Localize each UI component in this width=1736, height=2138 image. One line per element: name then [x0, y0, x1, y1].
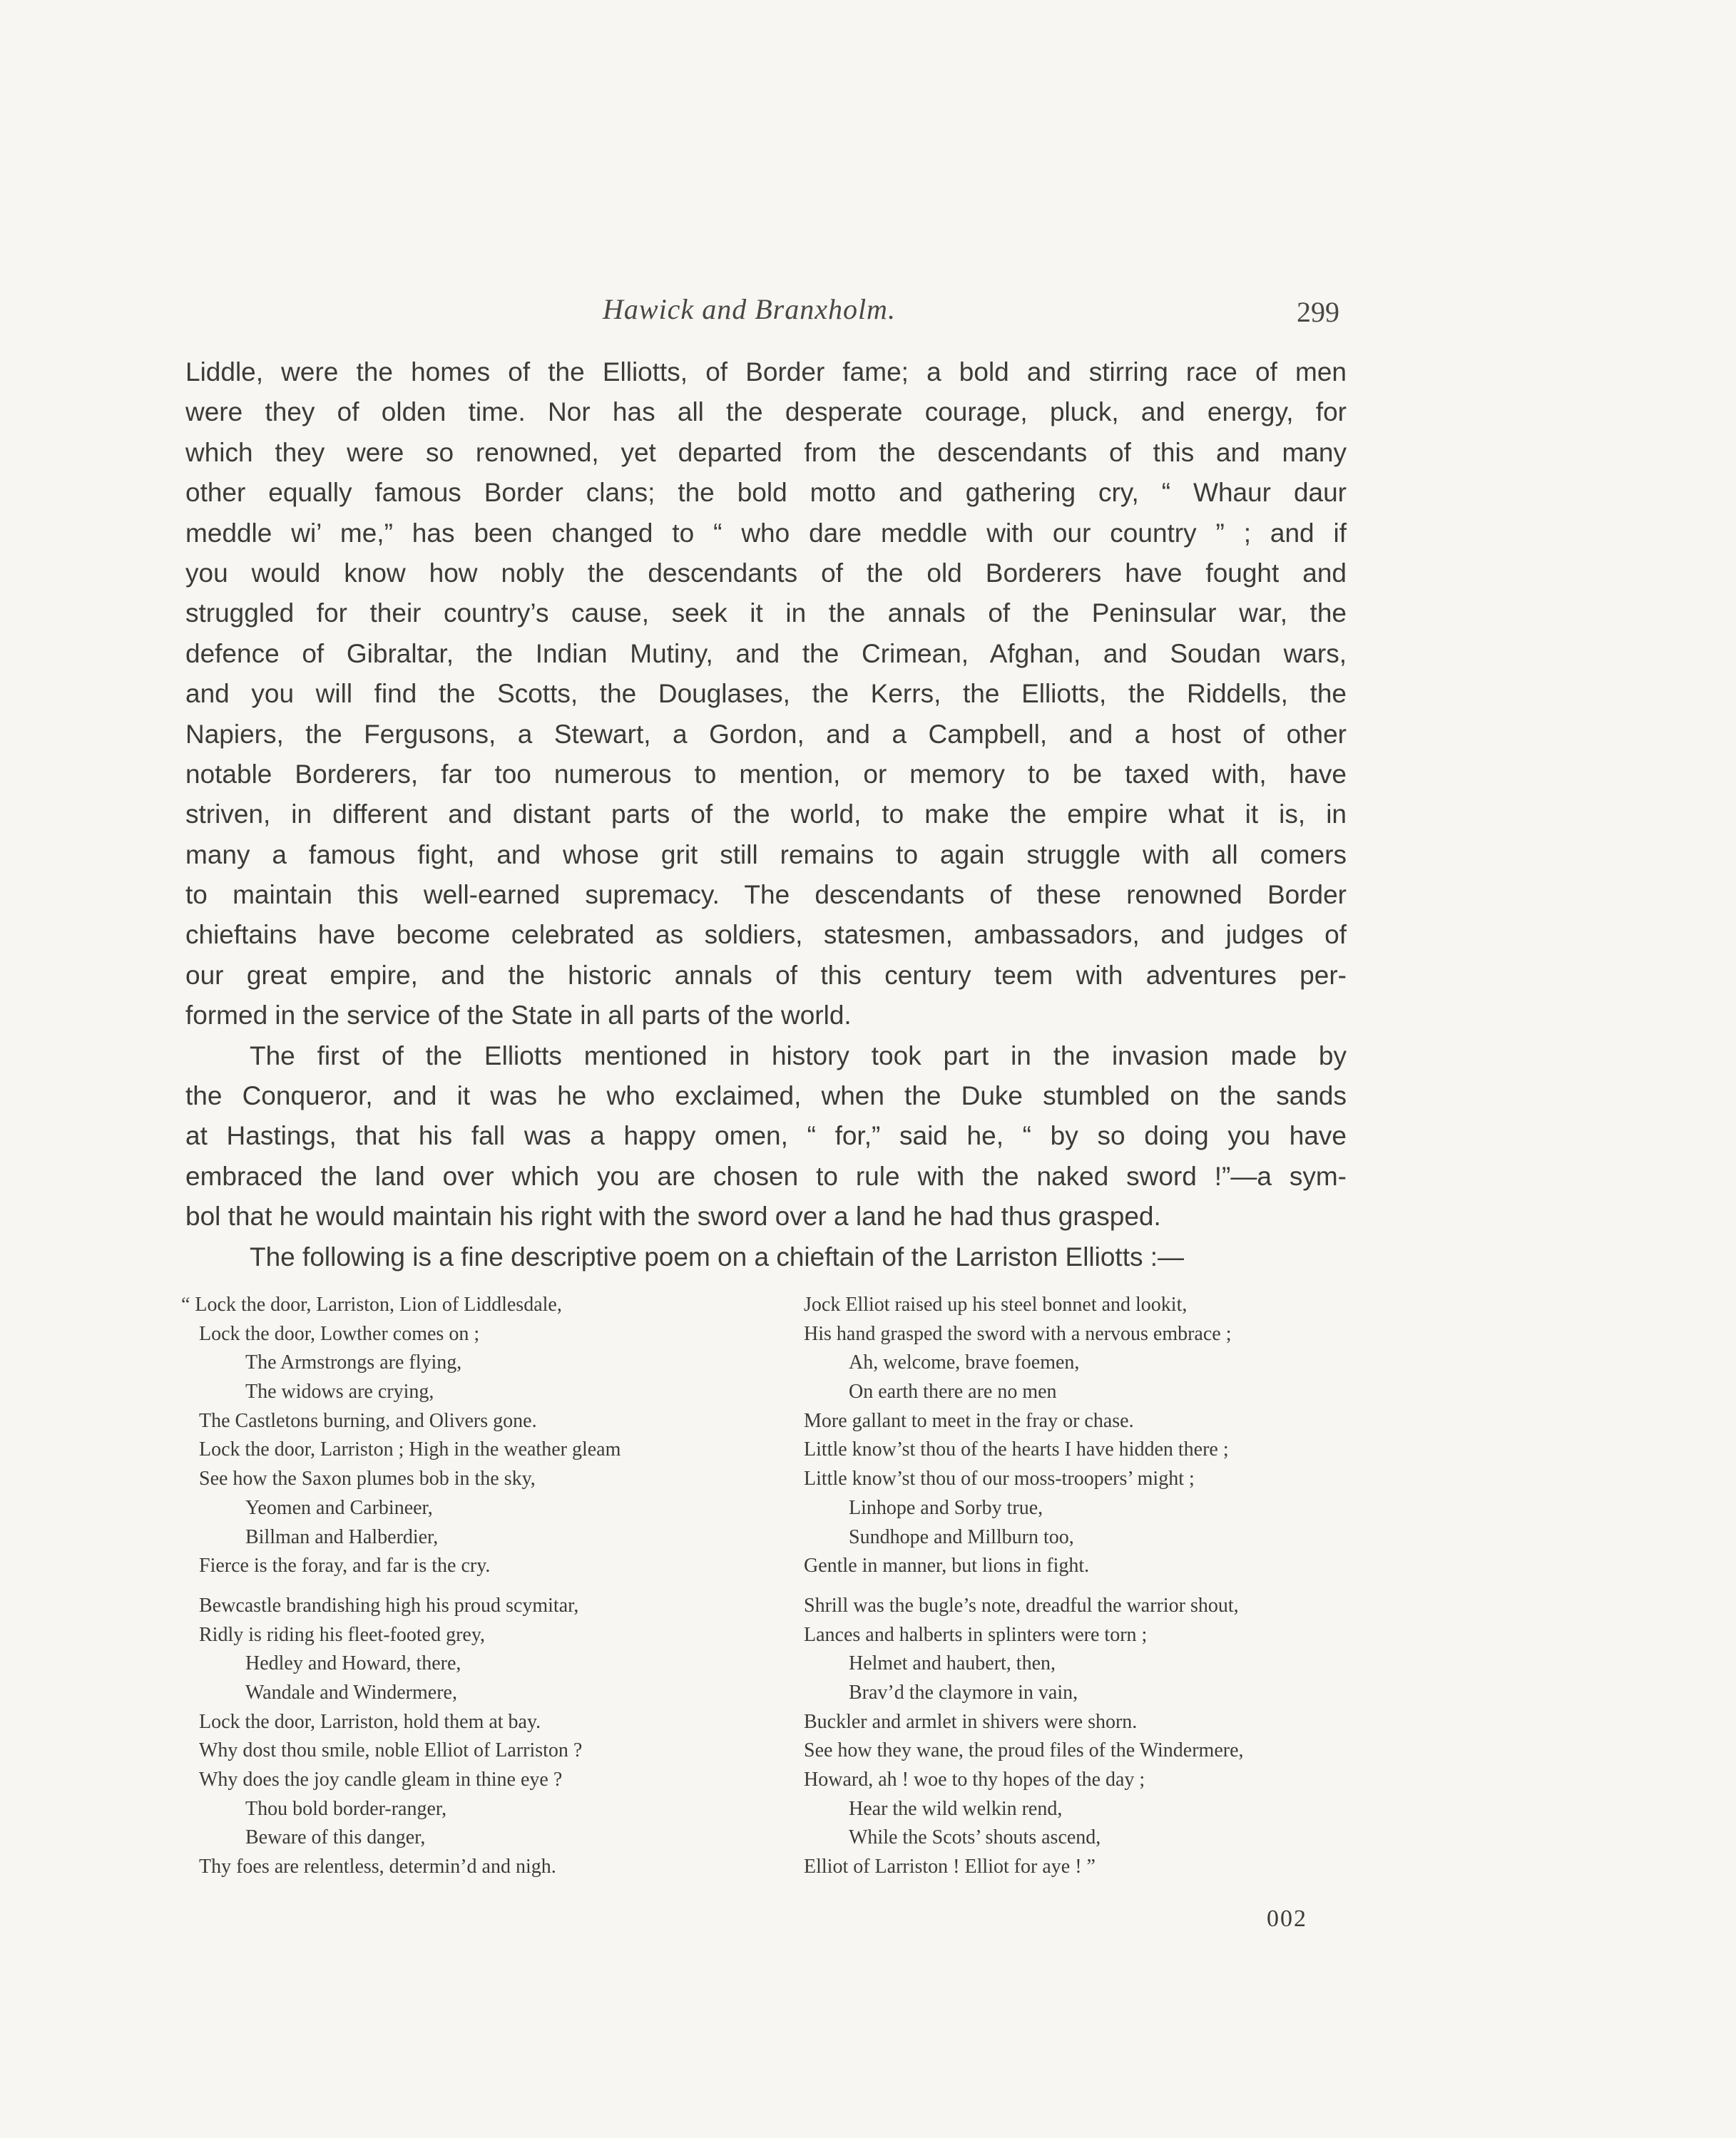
poem-line: More gallant to meet in the fray or chase.: [804, 1409, 1134, 1432]
text-line: to maintain this well-earned supremacy. The descendants of these renowned Border: [185, 880, 1347, 910]
poem-line: Beware of this danger,: [245, 1826, 426, 1849]
poem-line: The widows are crying,: [245, 1381, 434, 1403]
text-line: were they of olden time. Nor has all the desperate courage, pluck, and energy, for: [185, 397, 1347, 427]
text-line: The following is a fine descriptive poem on a chieftain of the Larriston Elliotts :—: [250, 1242, 1185, 1272]
poem-column-left: [181, 1291, 766, 1882]
poem-line: Helmet and haubert, then,: [849, 1652, 1056, 1675]
poem-line: Why dost thou smile, noble Elliot of Larriston ?: [199, 1739, 583, 1762]
poem-line: Linhope and Sorby true,: [849, 1496, 1043, 1519]
poem-column-right: [804, 1291, 1374, 1882]
poem-line: “ Lock the door, Larriston, Lion of Liddlesdale,: [181, 1294, 562, 1316]
poem-line: Yeomen and Carbineer,: [245, 1496, 433, 1519]
text-line: struggled for their country’s cause, seek it in the annals of the Peninsular war, the: [185, 598, 1347, 628]
text-line: the Conqueror, and it was he who exclaimed, when the Duke stumbled on the sands: [185, 1081, 1347, 1111]
text-line: notable Borderers, far too numerous to mention, or memory to be taxed with, have: [185, 759, 1347, 789]
poem-line: Gentle in manner, but lions in fight.: [804, 1555, 1090, 1577]
poem-line: Lock the door, Larriston ; High in the weather gleam: [199, 1438, 621, 1461]
text-line: Napiers, the Fergusons, a Stewart, a Gordon, and a Campbell, and a host of other: [185, 719, 1347, 749]
poem-line: Hedley and Howard, there,: [245, 1652, 461, 1675]
poem-line: Shrill was the bugle’s note, dreadful the warrior shout,: [804, 1594, 1239, 1617]
poem-line: Ah, welcome, brave foemen,: [849, 1351, 1080, 1374]
poem-line: Howard, ah ! woe to thy hopes of the day ;: [804, 1769, 1145, 1791]
poem-line: Lock the door, Lowther comes on ;: [199, 1322, 480, 1345]
poem-line: See how they wane, the proud files of the Windermere,: [804, 1739, 1244, 1762]
text-line: The first of the Elliotts mentioned in history took part in the invasion made by: [250, 1040, 1347, 1070]
text-line: our great empire, and the historic annals of this century teem with adventures per-: [185, 960, 1347, 990]
poem-line: The Armstrongs are flying,: [245, 1351, 462, 1374]
poem-line: Buckler and armlet in shivers were shorn.: [804, 1710, 1138, 1733]
page-header: [0, 292, 1736, 335]
poem-line: See how the Saxon plumes bob in the sky,: [199, 1468, 536, 1490]
poem-line: Little know’st thou of our moss-troopers’ might ;: [804, 1468, 1195, 1490]
poem-line: Lances and halberts in splinters were torn ;: [804, 1623, 1148, 1646]
text-line: embraced the land over which you are chosen to rule with the naked sword !”—a sym-: [185, 1161, 1347, 1191]
text-line: you would know how nobly the descendants of the old Borderers have fought and: [185, 558, 1347, 588]
text-line: bol that he would maintain his right with the sword over a land he had thus grasped.: [185, 1202, 1161, 1232]
poem-line: Wandale and Windermere,: [245, 1681, 457, 1704]
folio-number: 002: [1267, 1906, 1307, 1932]
text-line: chieftains have become celebrated as soldiers, statesmen, ambassadors, and judges of: [185, 920, 1347, 950]
poem-line: Elliot of Larriston ! Elliot for aye ! ”: [804, 1856, 1096, 1878]
body-text: [185, 352, 1347, 1277]
poem-line: Lock the door, Larriston, hold them at bay.: [199, 1710, 541, 1733]
text-line: and you will find the Scotts, the Douglases, the Kerrs, the Elliotts, the Riddells, the: [185, 679, 1347, 709]
poem-line: Fierce is the foray, and far is the cry.: [199, 1555, 491, 1577]
paragraph: [185, 352, 1347, 1036]
poem-line: Why does the joy candle gleam in thine eye ?: [199, 1769, 563, 1791]
text-line: many a famous fight, and whose grit still remains to again struggle with all comers: [185, 839, 1347, 869]
running-title: Hawick and Branxholm.: [603, 293, 896, 325]
poem-line: On earth there are no men: [849, 1381, 1057, 1403]
poem-line: Thou bold border-ranger,: [245, 1797, 447, 1820]
poem-line: The Castletons burning, and Olivers gone.: [199, 1409, 537, 1432]
text-line: formed in the service of the State in all parts of the world.: [185, 1001, 852, 1030]
text-line: meddle wi’ me,” has been changed to “ who dare meddle with our country ” ; and if: [185, 518, 1347, 548]
poem-stanza: [804, 1592, 1374, 1882]
page-number: 299: [1297, 296, 1339, 328]
poem-line: Sundhope and Millburn too,: [849, 1525, 1074, 1548]
poem-line: Thy foes are relentless, determin’d and nigh.: [199, 1856, 556, 1878]
poem-stanza: [181, 1291, 766, 1581]
poem-line: Bewcastle brandishing high his proud scymitar,: [199, 1594, 579, 1617]
text-line: Liddle, were the homes of the Elliotts, of Border fame; a bold and stirring race of men: [185, 357, 1347, 387]
poem-line: While the Scots’ shouts ascend,: [849, 1826, 1101, 1849]
poem-line: Billman and Halberdier,: [245, 1525, 439, 1548]
text-line: other equally famous Border clans; the bold motto and gathering cry, “ Whaur daur: [185, 478, 1347, 508]
poem-line: Ridly is riding his fleet-footed grey,: [199, 1623, 485, 1646]
text-line: at Hastings, that his fall was a happy omen, “ for,” said he, “ by so doing you have: [185, 1121, 1347, 1151]
poem-line: Jock Elliot raised up his steel bonnet and lookit,: [804, 1294, 1188, 1316]
poem-line: His hand grasped the sword with a nervous embrace ;: [804, 1322, 1232, 1345]
poem-line: Little know’st thou of the hearts I have hidden there ;: [804, 1438, 1229, 1461]
paragraph: [185, 1036, 1347, 1237]
poem-stanza: [181, 1592, 766, 1882]
poem-stanza: [804, 1291, 1374, 1581]
poem-line: Hear the wild welkin rend,: [849, 1797, 1063, 1820]
text-line: striven, in different and distant parts of the world, to make the empire what it is, in: [185, 799, 1347, 829]
paragraph: [185, 1237, 1347, 1277]
text-line: defence of Gibraltar, the Indian Mutiny, and the Crimean, Afghan, and Soudan wars,: [185, 638, 1347, 668]
text-line: which they were so renowned, yet departed from the descendants of this and many: [185, 437, 1347, 467]
poem-line: Brav’d the claymore in vain,: [849, 1681, 1078, 1704]
